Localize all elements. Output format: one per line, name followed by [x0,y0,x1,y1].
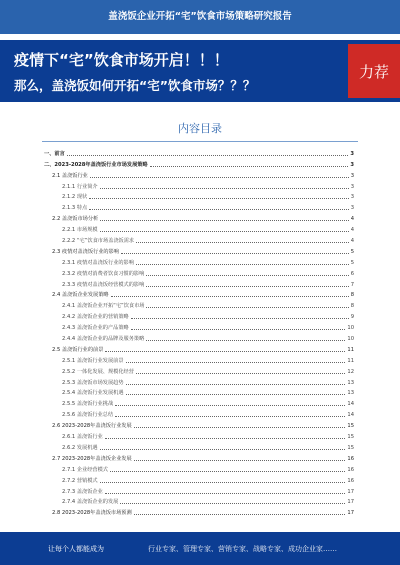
toc-entry[interactable] [44,211,354,222]
toc-entry-page: 12 [347,368,354,375]
toc-entry[interactable] [44,233,354,244]
toc-entry[interactable] [44,451,354,462]
toc-entry[interactable] [44,407,354,418]
toc-entry-page: 4 [350,227,354,234]
toc-entry-page: 15 [347,434,354,441]
toc-entry[interactable] [44,505,354,516]
toc-entry-page: 14 [347,401,354,408]
toc-entry-label: 2.5.2 一体化发展、规模化经营 [62,368,134,375]
toc-leader-dots [89,209,348,210]
toc-leader-dots [100,482,346,483]
toc-leader-dots [115,405,345,406]
toc-leader-dots [134,514,346,515]
toc-leader-dots [111,296,349,297]
toc-entry-page: 5 [350,248,354,255]
toc-entry-label: 2.5.3 盖浇饭市场发展趋势 [62,379,124,386]
toc-entry-label: 2.2 盖浇饭市场分析 [52,216,99,223]
toc-entry-page: 3 [350,205,354,212]
toc-entry-label: 2.5.5 盖浇饭行业挑战 [62,401,114,408]
toc-leader-dots [136,242,349,243]
toc-entry[interactable] [44,298,354,309]
report-title: 盖浇饭企业开拓“宅”饮食市场策略研究报告 [108,11,292,22]
toc-entry[interactable] [44,353,354,364]
toc-entry-label: 2.4.4 盖浇饭企业的品牌及服务策略 [62,336,145,343]
report-header [0,0,400,34]
toc-leader-dots [121,253,349,254]
toc-entry-page: 17 [347,488,354,495]
toc-entry-label: 2.2.2 “宅”饮食市场盖浇饭需求 [62,238,135,245]
toc-entry[interactable] [44,484,354,495]
recommend-badge: 力荐 [348,44,400,98]
toc-entry-page: 13 [347,379,354,386]
toc-entry-label: 2.5.4 盖浇饭行业发展机遇 [62,390,124,397]
toc-entry-page: 17 [347,499,354,506]
toc-leader-dots [136,373,345,374]
toc-entry[interactable] [44,266,354,277]
toc-entry-label: 2.7.2 营销模式 [62,477,98,484]
toc-entry[interactable] [44,277,354,288]
toc-entry-label: 2.6.2 发展机遇 [62,444,98,451]
toc-entry-page: 11 [347,357,354,364]
toc-leader-dots [146,340,345,341]
toc-leader-dots [90,177,349,178]
toc-entry[interactable] [44,375,354,386]
toc-entry[interactable] [44,429,354,440]
toc-entry-page: 10 [347,336,354,343]
toc-entry-label: 2.6.1 盖浇饭行业 [62,434,103,441]
toc-entry-label: 2.4.1 盖浇饭企业开拓“宅”饮食市场 [62,303,145,310]
toc-entry[interactable] [44,342,354,353]
footer-roles: 行业专家、管理专家、营销专家、战略专家、成功企业家…… [148,545,337,553]
toc-leader-dots [136,264,349,265]
toc-entry[interactable] [44,168,354,179]
toc-entry-page: 4 [350,238,354,245]
toc-entry-page: 15 [347,444,354,451]
toc-leader-dots [100,231,349,232]
toc-entry-page: 3 [350,172,354,179]
toc-entry-label: 2.1.1 行业简介 [62,183,98,190]
toc-entry-label: 一、前言 [44,150,65,157]
toc-entry-page: 5 [350,259,354,266]
toc-entry-page: 3 [350,161,354,168]
toc-entry-label: 2.8 2023-2028年盖浇饭市场预测 [52,510,132,517]
toc-leader-dots [146,307,348,308]
footer-banner [0,532,400,565]
toc-entry-page: 13 [347,390,354,397]
toc-entry[interactable] [44,462,354,473]
toc-leader-dots [126,362,346,363]
toc-entry[interactable] [44,309,354,320]
toc-entry-label: 2.3.1 疫情对盖浇饭行业的影响 [62,259,134,266]
toc-entry-label: 2.7.3 盖浇饭企业 [62,488,103,495]
toc-entry[interactable] [44,320,354,331]
toc-entry-label: 2.7.1 企业经营模式 [62,466,108,473]
toc-entry-page: 8 [350,292,354,299]
toc-leader-dots [105,493,346,494]
promo-banner [0,40,400,102]
toc-entry-label: 2.7.4 盖浇饭企业的发展 [62,499,119,506]
toc-entry-label: 2.1.3 特点 [62,205,88,212]
toc-entry[interactable] [44,179,354,190]
toc-entry-label: 2.5 盖浇饭行业的前景 [52,346,104,353]
toc-entry-label: 二、2023-2028年盖浇饭行业市场发展策略 [44,161,148,168]
toc-entry[interactable] [44,157,354,168]
toc-leader-dots [100,188,349,189]
toc-entry-label: 2.1.2 现状 [62,194,88,201]
toc-entry-label: 2.6 2023-2028年盖浇饭行业发展 [52,423,132,430]
toc-entry[interactable] [44,418,354,429]
toc-entry-page: 10 [347,325,354,332]
toc-entry-label: 2.5.1 盖浇饭行业发展前景 [62,357,124,364]
toc-divider [42,141,358,142]
toc-leader-dots [131,329,346,330]
toc-entry-page: 17 [347,510,354,517]
toc-entry-label: 2.1 盖浇饭行业 [52,172,88,179]
toc-entry[interactable] [44,200,354,211]
toc-entry[interactable] [44,396,354,407]
toc-entry-page: 3 [350,194,354,201]
toc-leader-dots [110,471,345,472]
toc-leader-dots [89,198,348,199]
toc-entry-page: 15 [347,423,354,430]
toc-entry-page: 3 [350,150,354,157]
toc-leader-dots [100,449,346,450]
toc-entry[interactable] [44,255,354,266]
toc-entry-page: 16 [347,466,354,473]
toc-entry[interactable] [44,244,354,255]
toc-leader-dots [67,155,349,156]
toc-entry-page: 14 [347,412,354,419]
toc-entry-label: 2.4 盖浇饭企业发展策略 [52,292,109,299]
toc-entry-label: 2.4.2 盖浇饭企业的营销策略 [62,314,129,321]
toc-leader-dots [134,427,346,428]
toc-entry-label: 2.4.3 盖浇饭企业的产品策略 [62,325,129,332]
toc-leader-dots [115,416,345,417]
toc-entry-page: 9 [350,314,354,321]
table-of-contents [44,146,354,516]
toc-entry[interactable] [44,440,354,451]
toc-leader-dots [131,318,349,319]
toc-entry-label: 2.5.6 盖浇饭行业总结 [62,412,114,419]
toc-entry[interactable] [44,190,354,201]
toc-entry-page: 3 [350,183,354,190]
toc-entry-page: 11 [347,346,354,353]
toc-entry-page: 16 [347,477,354,484]
toc-leader-dots [146,286,348,287]
toc-leader-dots [120,503,345,504]
toc-leader-dots [105,438,346,439]
toc-entry-page: 4 [350,216,354,223]
toc-entry-page: 6 [350,270,354,277]
toc-entry-page: 8 [350,303,354,310]
toc-leader-dots [105,351,345,352]
banner-headline: 疫情下“宅”饮食市场开启！！！ [14,51,229,69]
toc-entry[interactable] [44,222,354,233]
toc-entry-label: 2.2.1 市场规模 [62,227,98,234]
footer-slogan: 让每个人都能成为 [48,545,104,553]
toc-leader-dots [150,166,349,167]
toc-entry-label: 2.3.2 疫情对消费者饮食习惯的影响 [62,270,145,277]
toc-entry-page: 7 [350,281,354,288]
toc-leader-dots [100,220,348,221]
toc-leader-dots [134,460,346,461]
toc-entry[interactable] [44,146,354,157]
toc-entry[interactable] [44,331,354,342]
banner-subheadline: 那么，盖浇饭如何开拓“宅”饮食市场？？？ [14,78,256,93]
toc-entry[interactable] [44,288,354,299]
toc-entry[interactable] [44,495,354,506]
toc-entry[interactable] [44,473,354,484]
toc-leader-dots [146,275,348,276]
toc-entry[interactable] [44,364,354,375]
toc-entry-label: 2.7 2023-2028年盖浇饭企业发展 [52,455,132,462]
toc-title: 内容目录 [178,122,222,135]
toc-entry-label: 2.3 疫情对盖浇饭行业的影响 [52,248,119,255]
toc-entry[interactable] [44,386,354,397]
toc-entry-page: 16 [347,455,354,462]
toc-leader-dots [126,384,346,385]
toc-leader-dots [126,394,346,395]
toc-entry-label: 2.3.3 疫情对盖浇饭经营模式的影响 [62,281,145,288]
